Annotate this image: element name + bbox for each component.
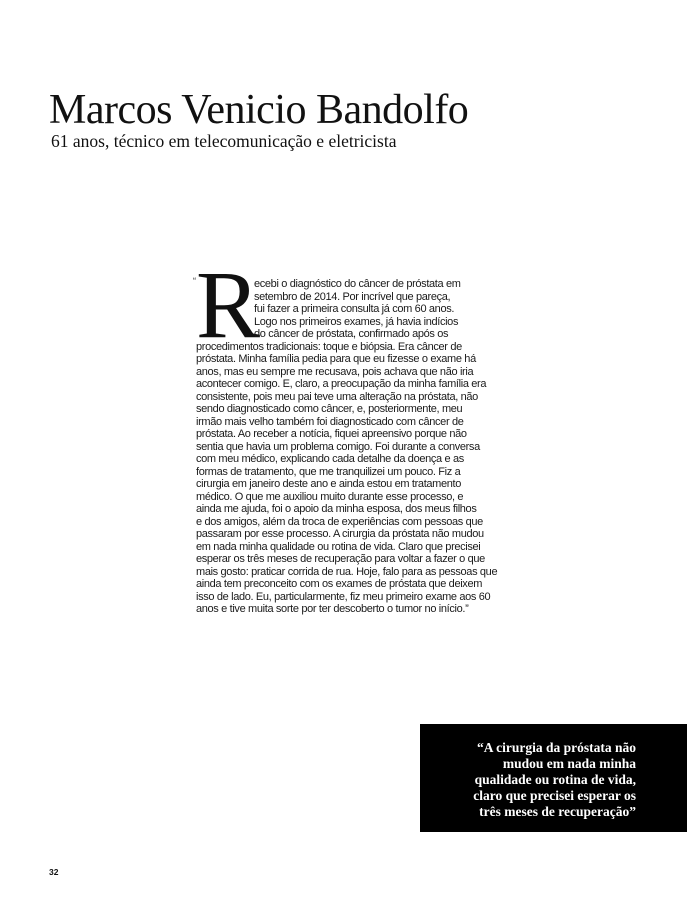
- opening-quote-mark: “: [193, 276, 196, 286]
- pull-quote-box: [420, 724, 687, 832]
- body-line: consistente, pois meu pai teve uma alteração na próstata, não: [196, 390, 478, 403]
- body-line: sendo diagnosticado como câncer, e, posteriormente, meu: [196, 403, 463, 415]
- body-line: do câncer de próstata, confirmado após os: [254, 328, 449, 340]
- body-line: esperar os três meses de recuperação para voltar a fazer o que: [196, 553, 485, 565]
- body-line: ecebi o diagnóstico do câncer de próstata em: [254, 278, 461, 290]
- body-line: irmão mais velho também foi diagnosticado com câncer de: [196, 415, 464, 428]
- body-line: médico. O que me auxiliou muito durante esse processo, e: [196, 490, 464, 503]
- body-line: próstata. Minha família pedia para que eu fizesse o exame há: [196, 353, 476, 365]
- pull-quote-line: mudou em nada minha: [502, 756, 636, 771]
- body-line: passaram por esse processo. A cirurgia da próstata não mudou: [196, 528, 484, 540]
- body-line: anos e tive muita sorte por ter descoberto o tumor no início.”: [196, 603, 469, 615]
- body-line: Logo nos primeiros exames, já havia indícios: [254, 315, 459, 328]
- drop-cap: R: [196, 251, 261, 358]
- pull-quote-line: claro que precisei esperar os: [473, 788, 636, 803]
- body-line: ainda me ajuda, foi o apoio da minha esposa, dos meus filhos: [196, 503, 477, 515]
- pull-quote-line: três meses de recuperação”: [479, 804, 636, 819]
- body-line: fui fazer a primeira consulta já com 60 anos.: [254, 303, 455, 315]
- body-line: isso de lado. Eu, particularmente, fiz meu primeiro exame aos 60: [196, 590, 491, 603]
- body-line: mais gosto: praticar corrida de rua. Hoje, falo para as pessoas que: [196, 565, 498, 578]
- body-line: com meu médico, explicando cada detalhe da doença e as: [196, 453, 464, 465]
- body-line: formas de tratamento, que me tranquilizei um pouco. Fiz a: [196, 465, 461, 478]
- body-line: acontecer comigo. E, claro, a preocupação da minha família era: [196, 378, 487, 390]
- body-line: anos, mas eu sempre me recusava, pois achava que não iria: [196, 365, 474, 378]
- body-line: e dos amigos, além da troca de experiências com pessoas que: [196, 515, 483, 528]
- body-line: ainda tem preconceito com os exames de próstata que deixem: [196, 578, 483, 590]
- pull-quote-line: “A cirurgia da próstata não: [476, 740, 636, 755]
- article-subtitle: 61 anos, técnico em telecomunicação e eletricista: [51, 131, 397, 151]
- body-line: cirurgia em janeiro deste ano e ainda estou em tratamento: [196, 478, 461, 490]
- body-line: próstata. Ao receber a notícia, fiquei apreensivo porque não: [196, 428, 467, 440]
- body-line: sentia que havia um problema comigo. Foi durante a conversa: [196, 440, 480, 453]
- body-line: em nada minha qualidade ou rotina de vida. Claro que precisei: [196, 540, 481, 553]
- body-line: procedimentos tradicionais: toque e biópsia. Era câncer de: [196, 340, 462, 353]
- page-number: 32: [49, 867, 59, 877]
- article-title: Marcos Venicio Bandolfo: [49, 87, 469, 133]
- body-line: setembro de 2014. Por incrível que pareça,: [254, 290, 451, 303]
- pull-quote-line: qualidade ou rotina de vida,: [474, 772, 636, 787]
